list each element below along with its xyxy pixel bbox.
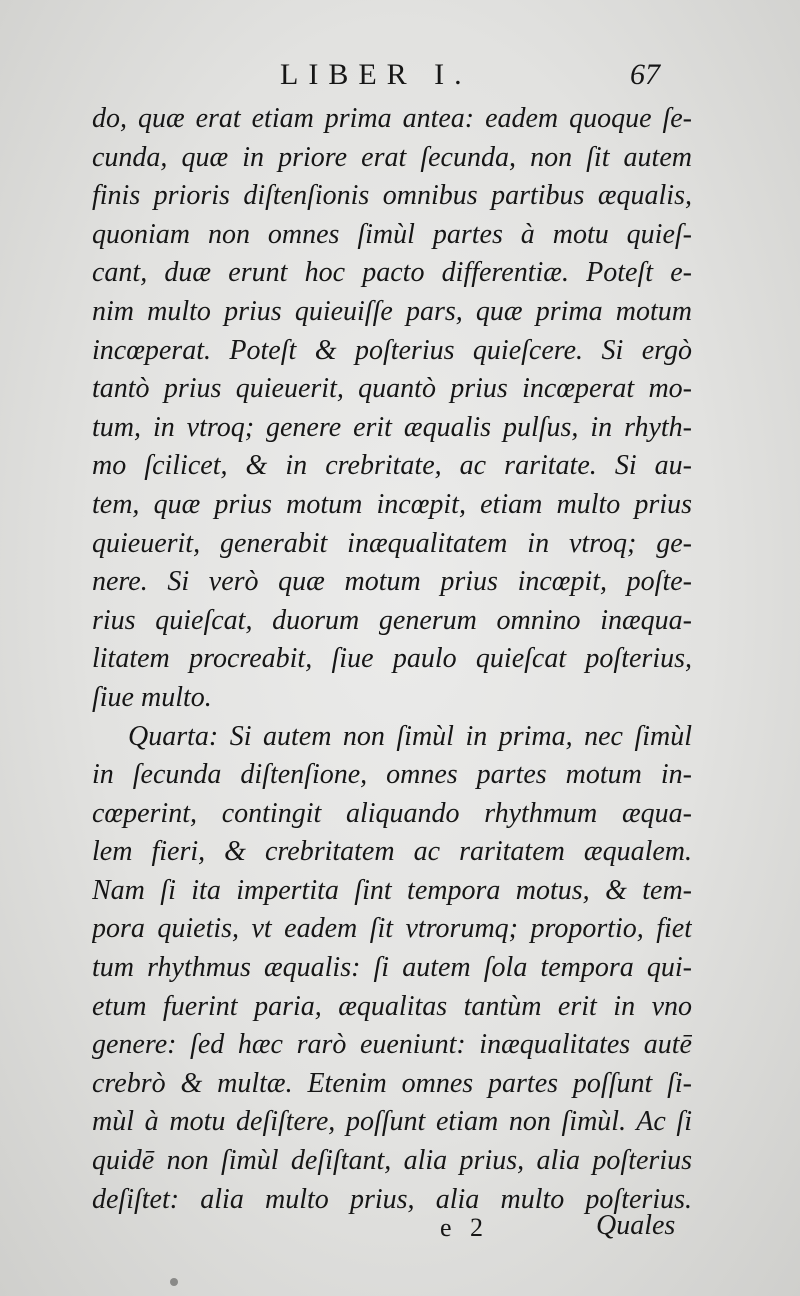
text-line: rius quieſcat, duorum generum omnino inæqua- [92,604,692,636]
body-text [92,100,692,1219]
text-line: deſiſtet: alia multo prius, alia multo poſterius. [92,1183,692,1215]
signature-mark: e 2 [440,1213,490,1242]
text-line: mo ſcilicet, & in crebritate, ac raritate. Si au- [92,450,692,482]
paragraph-start-line: Quarta: Si autem non ſimùl in prima, nec ſimùl [128,720,692,752]
text-line: nere. Si verò quæ motum prius incœpit, poſte- [92,566,692,598]
text-line: mùl à motu deſiſtere, poſſunt etiam non ſimùl. Ac ſi [92,1106,692,1138]
text-line: incœperat. Poteſt & poſterius quieſcere. Si ergò [92,334,692,366]
text-line: cunda, quæ in priore erat ſecunda, non ſit autem [92,141,692,173]
text-line: lem fieri, & crebritatem ac raritatem æqualem. [92,836,692,868]
text-line: in ſecunda diſtenſione, omnes partes motum in- [92,759,692,791]
text-line: etum fuerint paria, æqualitas tantùm erit in vno [92,990,692,1022]
text-line: cœperint, contingit aliquando rhythmum æqua- [92,797,692,829]
text-line: tantò prius quieuerit, quantò prius incœperat mo- [92,373,692,405]
text-line: do, quæ erat etiam prima antea: eadem quoque ſe- [92,103,692,134]
text-line: Nam ſi ita impertita ſint tempora motus, & tem- [92,874,692,906]
text-line: quoniam non omnes ſimùl partes à motu quieſ- [92,218,692,250]
text-line: tum rhythmus æqualis: ſi autem ſola tempora qui- [92,952,692,984]
text-line: tem, quæ prius motum incœpit, etiam multo prius [92,488,692,520]
text-line: cant, duæ erunt hoc pacto differentiæ. Poteſt e- [92,257,692,289]
text-line: quidē non ſimùl deſiſtant, alia prius, alia poſterius [92,1145,692,1177]
text-line: nim multo prius quieuiſſe pars, quæ prima motum [92,295,692,327]
text-line: tum, in vtroq; genere erit æqualis pulſus, in rhyth- [92,411,692,443]
text-line: crebrò & multæ. Etenim omnes partes poſſunt ſi- [92,1067,692,1099]
text-line: quieuerit, generabit inæqualitatem in vtroq; ge- [92,527,692,559]
paper-blemish [170,1278,178,1286]
text-line: genere: ſed hæc rarò eueniunt: inæqualitates autē [92,1029,692,1061]
catchword: Quales [596,1210,676,1241]
text-line: pora quietis, vt eadem ſit vtrorumq; proportio, fiet [92,913,692,945]
text-line: finis prioris diſtenſionis omnibus partibus æqualis, [92,180,692,212]
page-number: 67 [630,58,660,91]
text-line: litatem procreabit, ſiue paulo quieſcat poſterius, [92,643,692,675]
running-head: LIBER I. [280,58,472,91]
paragraph-end-line: ſiue multo. [92,681,212,713]
